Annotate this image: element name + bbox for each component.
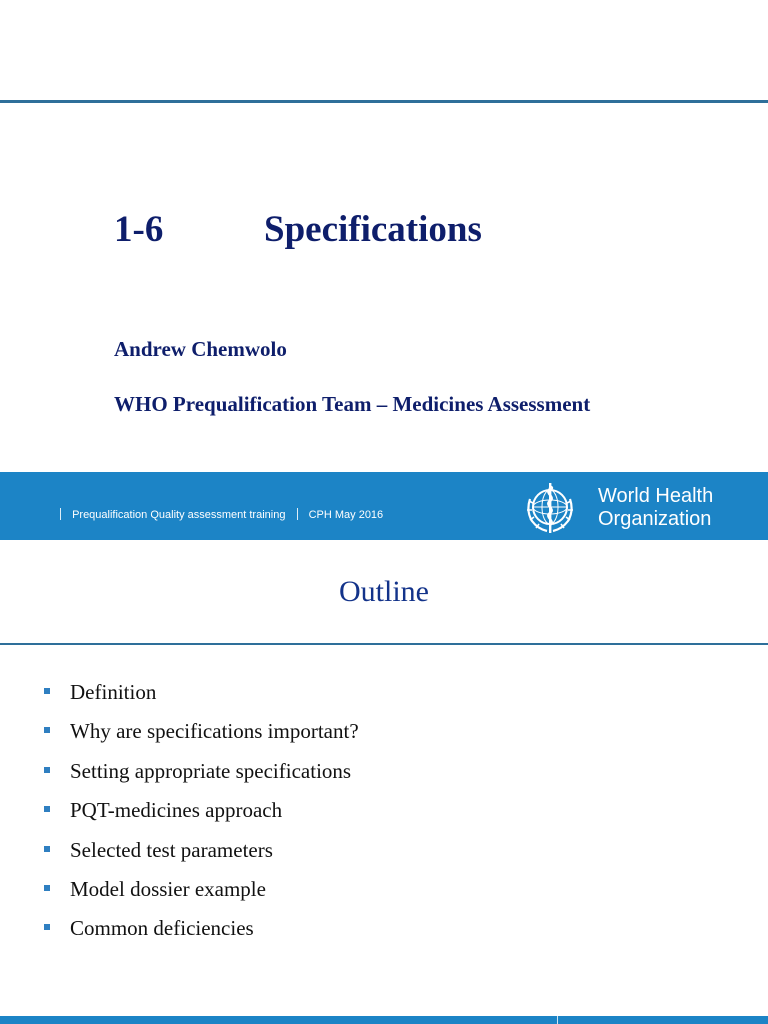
list-item-text: Setting appropriate specifications [70, 758, 352, 783]
bullet-square-icon [44, 846, 50, 852]
footer-caption [60, 508, 383, 521]
list-item-text: Common deficiencies [70, 916, 254, 941]
team-name: WHO Prequalification Team – Medicines Assessment [114, 392, 591, 416]
list-item-text: Definition [70, 680, 157, 704]
bullet-square-icon [44, 767, 50, 773]
outline-title: Outline [339, 575, 429, 608]
list-item-text: Selected test parameters [70, 837, 273, 862]
organization-name [598, 485, 713, 531]
event-name: CPH May 2016 [308, 509, 384, 521]
who-emblem-icon [520, 477, 580, 537]
bottom-band [0, 1016, 768, 1024]
org-name-line2: Organization [598, 508, 712, 530]
training-name: Prequalification Quality assessment training [72, 509, 286, 521]
footer-band [0, 472, 768, 540]
bullet-square-icon [44, 727, 50, 733]
footer-separator [297, 508, 298, 520]
list-item-text: Why are specifications important? [70, 719, 359, 744]
footer-separator [557, 1016, 558, 1024]
bullet-square-icon [44, 924, 50, 930]
list-item-text: PQT-medicines approach [70, 798, 283, 823]
bullet-square-icon [44, 688, 50, 694]
bullet-square-icon [44, 885, 50, 891]
outline-slide [0, 540, 768, 1024]
presenter-name: Andrew Chemwolo [114, 337, 287, 361]
module-title: Specifications [264, 209, 482, 250]
bullet-square-icon [44, 806, 50, 812]
footer-separator [60, 508, 61, 520]
outline-rule [0, 643, 768, 645]
top-rule [0, 100, 768, 103]
module-number: 1-6 [114, 209, 164, 250]
list-item-text: Model dossier example [70, 876, 266, 901]
org-name-line1: World Health [598, 485, 714, 507]
